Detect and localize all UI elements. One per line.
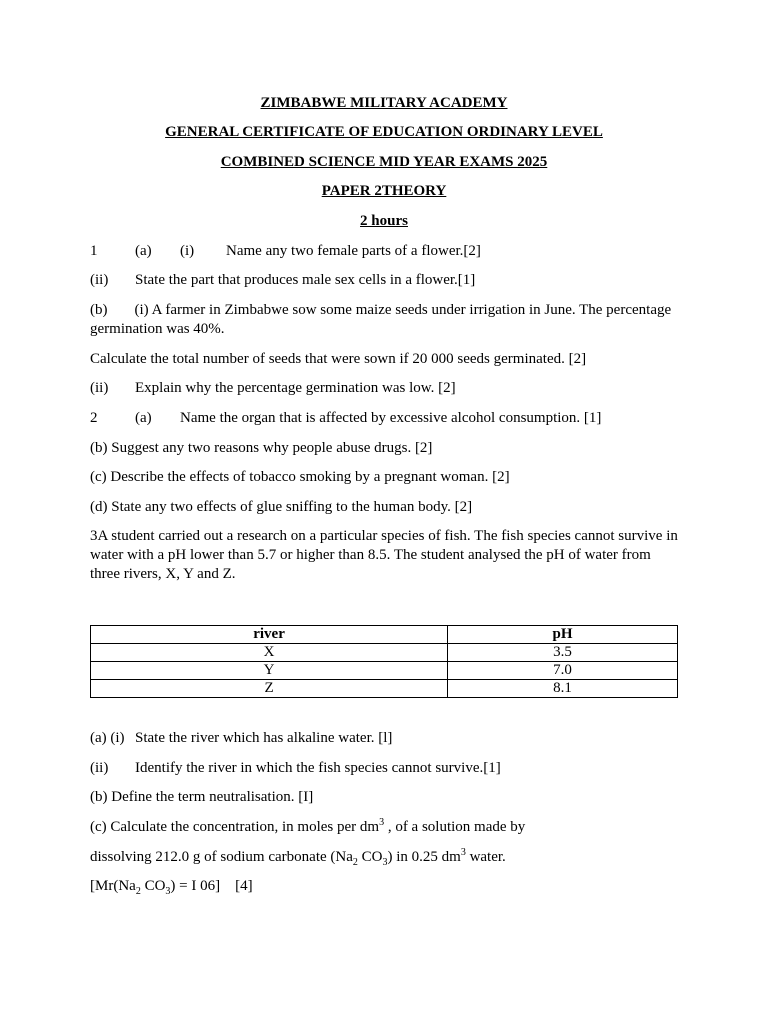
- q3-a-i-text: State the river which has alkaline water. [l]: [135, 730, 393, 746]
- paper-title: PAPER 2THEORY: [321, 183, 447, 199]
- q1-i-label: (i): [180, 243, 195, 259]
- q2-d: (d) State any two effects of glue sniffing to the human body. [2]: [90, 499, 473, 515]
- table-header-row: [91, 626, 678, 644]
- river-cell: Z: [91, 680, 448, 698]
- q3-a-ii-text: Identify the river in which the fish species cannot survive.[1]: [135, 760, 501, 776]
- q2-c: (c) Describe the effects of tobacco smoking by a pregnant woman. [2]: [90, 469, 510, 485]
- river-header: river: [91, 626, 448, 644]
- q3-mr-text: ) = I 06]: [170, 878, 221, 894]
- level-title: GENERAL CERTIFICATE OF EDUCATION ORDINARY LEVEL: [165, 124, 603, 140]
- q1-b-ii-text: Explain why the percentage germination was low. [2]: [135, 380, 456, 396]
- q3-a-ii-label: (ii): [90, 760, 109, 776]
- duration: 2 hours: [360, 213, 408, 229]
- table-row: [91, 662, 678, 680]
- q3-mr-marks: [4]: [235, 878, 253, 894]
- q3-b: (b) Define the term neutralisation. [I]: [90, 789, 314, 805]
- q1-b-ii-label: (ii): [90, 380, 109, 396]
- ph-header: pH: [448, 626, 678, 644]
- q3-c-text: (c) Calculate the concentration, in moles per dm: [90, 819, 380, 835]
- q1-b-label: (b): [90, 302, 108, 318]
- table-row: [91, 644, 678, 662]
- q3-mr-text: CO: [140, 878, 166, 894]
- q3-a-label: (a) (i): [90, 730, 125, 746]
- q3-mr-subscript: 2: [135, 886, 141, 897]
- q3-c-cont-text: ) in 0.25 dm: [387, 849, 461, 865]
- river-ph-table: [90, 625, 678, 698]
- exam-title: COMBINED SCIENCE MID YEAR EXAMS 2025: [220, 154, 548, 170]
- q1-ii-label: (ii): [90, 272, 109, 288]
- q2-number: 2: [90, 410, 98, 426]
- school-title: ZIMBABWE MILITARY ACADEMY: [260, 95, 508, 111]
- q1-b-i: [90, 301, 680, 339]
- q3-c-continued: [90, 848, 690, 867]
- q2-a-text: Name the organ that is affected by excessive alcohol consumption. [1]: [180, 410, 602, 426]
- q3-c-superscript: 3: [379, 817, 385, 828]
- river-cell: Y: [91, 662, 448, 680]
- ph-cell: 8.1: [448, 680, 678, 698]
- q3-mr-subscript: 3: [165, 886, 171, 897]
- q3-c-text-end: , of a solution made by: [384, 819, 526, 835]
- q1-a-label: (a): [135, 243, 152, 259]
- river-cell: X: [91, 644, 448, 662]
- q3-c-superscript: 3: [460, 847, 466, 858]
- q3-c-cont-text: dissolving 212.0 g of sodium carbonate (Na: [90, 849, 353, 865]
- ph-cell: 7.0: [448, 662, 678, 680]
- table-row: [91, 680, 678, 698]
- q1-number: 1: [90, 243, 98, 259]
- q3-mr: [90, 877, 690, 896]
- q2-b: (b) Suggest any two reasons why people abuse drugs. [2]: [90, 440, 433, 456]
- q3-c-cont-text: water.: [465, 849, 506, 865]
- q1-a-i-text: Name any two female parts of a flower.[2]: [226, 243, 481, 259]
- q3-mr-text: [Mr(Na: [90, 878, 136, 894]
- ph-cell: 3.5: [448, 644, 678, 662]
- q2-a-label: (a): [135, 410, 152, 426]
- q3-c-subscript: 3: [382, 857, 388, 868]
- q1-b-i-text: (i) A farmer in Zimbabwe sow some maize seeds under irrigation in June. The percentage germination was 40%.: [90, 302, 672, 337]
- q3-c: [90, 818, 690, 837]
- q3-c-cont-text: CO: [357, 849, 383, 865]
- q1-b-calc: Calculate the total number of seeds that were sown if 20 000 seeds germinated. [2]: [90, 351, 587, 367]
- q1-a-ii-text: State the part that produces male sex cells in a flower.[1]: [135, 272, 476, 288]
- q3-intro: 3A student carried out a research on a particular species of fish. The fish species cannot survive in water with a pH lower than 5.7 or higher than 8.5. The student analysed the pH of water from three rivers, X, Y and Z.: [90, 528, 678, 582]
- q3-c-subscript: 2: [352, 857, 358, 868]
